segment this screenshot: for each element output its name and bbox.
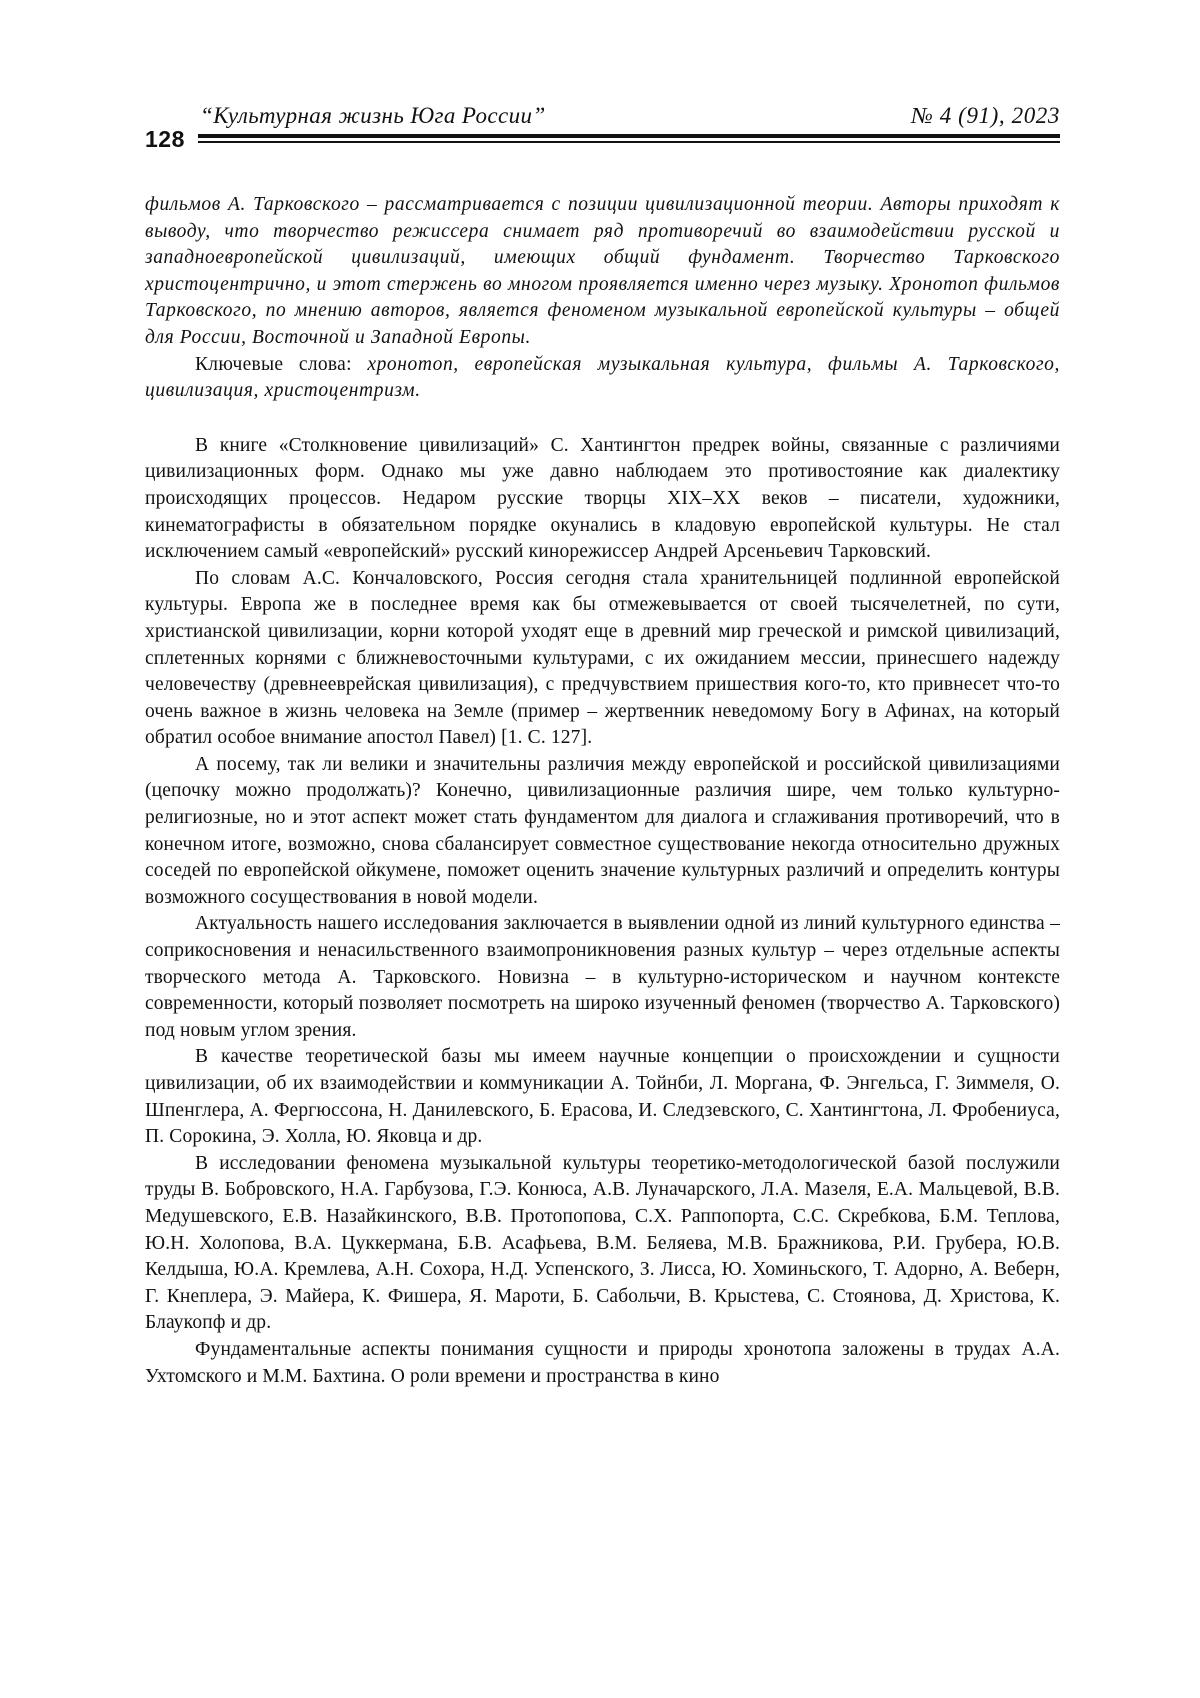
paragraph: Актуальность нашего исследования заключается в выявлении одной из линий культурного единства – соприкосновения и ненасильственного взаимопроникновения разных культур – через отдельные аспекты творческого метода А. Тарковского. Новизна – в культурно-историческом и научном контексте современности, который позволяет посмотреть на широко изученный феномен (творчество А. Тарковского) под новым углом зрения. <box>145 911 1060 1044</box>
keywords-label: Ключевые слова: <box>195 354 352 375</box>
page-number: 128 <box>145 126 185 153</box>
issue-number: № 4 (91), 2023 <box>911 103 1060 129</box>
header-rule-thin <box>198 141 1060 143</box>
header-rule-thick <box>198 134 1060 138</box>
paragraph: В исследовании феномена музыкальной культуры теоретико-методологической базой послужили труды В. Бобровского, Н.А. Гарбузова, Г.Э. Конюса, А.В. Луначарского, Л.А. Мазеля, Е.А. Мальцевой, В.В. Медушевского, Е.В. Назайкинского, В.В. Протопопова, С.Х. Раппопорта, С.С. Скребкова, Б.М. Теплова, Ю.Н. Холопова, В.А. Цуккермана, Б.В. Асафьева, В.М. Беляева, М.В. Бражникова, Р.И. Грубера, Ю.В. Келдыша, Ю.А. Кремлева, А.Н. Сохора, Н.Д. Успенского, З. Лисса, Ю. Хоминьского, Т. Адорно, А. Веберн, Г. Кнеплера, Э. Майера, К. Фишера, Я. Мароти, Б. Сабольчи, В. Крыстева, С. Стоянова, Д. Христова, К. Блаукопф и др. <box>145 1151 1060 1337</box>
paragraph: В книге «Столкновение цивилизаций» С. Хантингтон предрек войны, связанные с различиями цивилизационных форм. Однако мы уже давно наблюдаем это противостояние как диалектику происходящих процессов. Недаром русские творцы XIX–XX веков – писатели, художники, кинематографисты в обязательном порядке окунались в кладовую европейской культуры. Не стал исключением самый «европейский» русский кинорежиссер Андрей Арсеньевич Тарковский. <box>145 433 1060 566</box>
paragraph: Фундаментальные аспекты понимания сущности и природы хронотопа заложены в трудах А.А. Ухтомского и М.М. Бахтина. О роли времени и пространства в кино <box>145 1337 1060 1390</box>
section-gap <box>145 405 1060 433</box>
paragraph: В качестве теоретической базы мы имеем научные концепции о происхождении и сущности цивилизации, об их взаимодействии и коммуникации А. Тойнби, Л. Моргана, Ф. Энгельса, Г. Зиммеля, О. Шпенглера, А. Фергюссона, Н. Данилевского, Б. Ерасова, И. Следзевского, С. Хантингтона, Л. Фробениуса, П. Сорокина, Э. Холла, Ю. Яковца и др. <box>145 1044 1060 1150</box>
journal-title: “Культурная жизнь Юга России” <box>200 103 546 129</box>
paragraph: По словам А.С. Кончаловского, Россия сегодня стала хранительницей подлинной европейской культуры. Европа же в последнее время как бы отмежевывается от своей тысячелетней, по сути, христианской цивилизации, корни которой уходят еще в древний мир греческой и римской цивилизаций, сплетенных корнями с ближневосточными культурами, с их ожиданием мессии, принесшего надежду человечеству (древнееврейская цивилизация), с предчувствием пришествия кого-то, кто привнесет что-то очень важное в жизнь человека на Земле (пример – жертвенник неведомому Богу в Афинах, на который обратил особое внимание апостол Павел) [1. С. 127]. <box>145 566 1060 752</box>
keywords <box>145 352 1060 405</box>
keywords-list: хронотоп, европейская музыкальная культура, фильмы А. Тарковского, цивилизация, христоцентризм. <box>145 354 1060 402</box>
paragraph: А посему, так ли велики и значительны различия между европейской и российской цивилизациями (цепочку можно продолжать)? Конечно, цивилизационные различия шире, чем только культурно-религиозные, но и этот аспект может стать фундаментом для диалога и сглаживания противоречий, что в конечном итоге, возможно, снова сбалансирует совместное существование некогда относительно дружных соседей по европейской ойкумене, поможет оценить значение культурных различий и определить контуры возможного сосуществования в новой модели. <box>145 752 1060 912</box>
main-text <box>145 433 1060 1390</box>
article-body <box>145 192 1060 1390</box>
abstract-text: фильмов А. Тарковского – рассматривается с позиции цивилизационной теории. Авторы приходят к выводу, что творчество режиссера снимает ряд противоречий во взаимодействии русской и западноевропейской цивилизаций, имеющих общий фундамент. Творчество Тарковского христоцентрично, и этот стержень во многом проявляется именно через музыку. Хронотоп фильмов Тарковского, по мнению авторов, является феноменом музыкальной европейской культуры – общей для России, Восточной и Западной Европы. <box>145 192 1060 352</box>
